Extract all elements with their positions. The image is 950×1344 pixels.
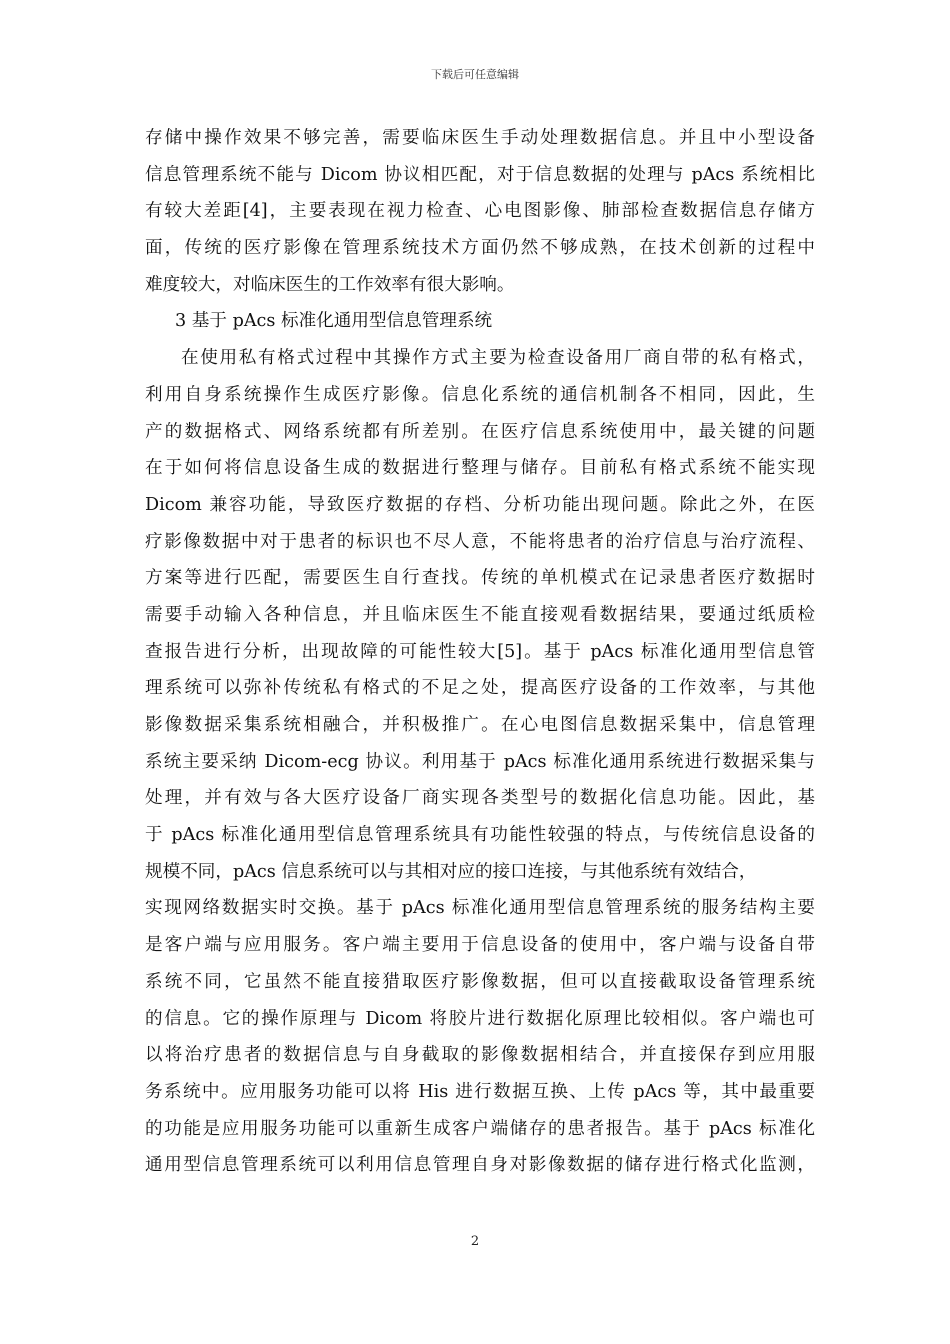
paragraph-line: 实现网络数据实时交换。基于 pAcs 标准化通用型信息管理系统的服务结构主要	[145, 898, 815, 919]
paragraph-line: 存储中操作效果不够完善，需要临床医生手动处理数据信息。并且中小型设备	[145, 128, 815, 148]
paragraph-line: 的信息。它的操作原理与 Dicom 将胶片进行数据化原理比较相似。客户端也可	[145, 1008, 815, 1029]
paragraph-line: 系统不同，它虽然不能直接猎取医疗影像数据，但可以直接截取设备管理系统	[145, 971, 815, 992]
page-number: 2	[470, 1234, 480, 1249]
page-header: 下载后可任意编辑	[431, 68, 519, 81]
paragraph-line: 理系统可以弥补传统私有格式的不足之处，提高医疗设备的工作效率，与其他	[145, 678, 815, 699]
paragraph-line: 查报告进行分析，出现故障的可能性较大[5]。基于 pAcs 标准化通用型信息管	[145, 641, 815, 662]
paragraph-line: 利用自身系统操作生成医疗影像。信息化系统的通信机制各不相同，因此，生	[145, 384, 815, 405]
section-heading: 3 基于 pAcs 标准化通用型信息管理系统	[175, 311, 493, 332]
paragraph-line: 有较大差距[4]，主要表现在视力检查、心电图影像、肺部检查数据信息存储方	[145, 201, 815, 222]
document-body	[145, 120, 815, 1184]
paragraph-line: 处理，并有效与各大医疗设备厂商实现各类型号的数据化信息功能。因此，基	[145, 788, 815, 809]
paragraph-line: Dicom 兼容功能，导致医疗数据的存档、分析功能出现问题。除此之外，在医	[145, 494, 815, 515]
paragraph-line: 系统主要采纳 Dicom-ecg 协议。利用基于 pAcs 标准化通用系统进行数据采集与	[145, 751, 815, 772]
paragraph-line: 疗影像数据中对于患者的标识也不尽人意，不能将患者的治疗信息与治疗流程、	[145, 531, 815, 552]
paragraph-line: 难度较大，对临床医生的工作效率有很大影响。	[145, 274, 515, 295]
paragraph-line: 影像数据采集系统相融合，并积极推广。在心电图信息数据采集中，信息管理	[145, 715, 815, 735]
paragraph-line: 以将治疗患者的数据信息与自身截取的影像数据相结合，并直接保存到应用服	[145, 1045, 815, 1066]
paragraph-line: 于 pAcs 标准化通用型信息管理系统具有功能性较强的特点，与传统信息设备的	[145, 825, 815, 846]
paragraph-line: 通用型信息管理系统可以利用信息管理自身对影像数据的储存进行格式化监测，	[145, 1155, 815, 1176]
paragraph-line: 方案等进行匹配，需要医生自行查找。传统的单机模式在记录患者医疗数据时	[145, 568, 815, 589]
paragraph-line: 信息管理系统不能与 Dicom 协议相匹配，对于信息数据的处理与 pAcs 系统相比	[145, 164, 815, 185]
paragraph-line: 需要手动输入各种信息，并且临床医生不能直接观看数据结果，要通过纸质检	[145, 604, 815, 625]
paragraph-line: 规模不同，pAcs 信息系统可以与其相对应的接口连接，与其他系统有效结合，	[145, 861, 757, 882]
paragraph-line: 是客户端与应用服务。客户端主要用于信息设备的使用中，客户端与设备自带	[145, 935, 815, 956]
paragraph-line: 在于如何将信息设备生成的数据进行整理与储存。目前私有格式系统不能实现	[145, 458, 815, 479]
paragraph-line: 在使用私有格式过程中其操作方式主要为检查设备用厂商自带的私有格式，	[181, 348, 815, 369]
paragraph-line: 产的数据格式、网络系统都有所差别。在医疗信息系统使用中，最关键的问题	[145, 421, 815, 442]
paragraph-line: 面，传统的医疗影像在管理系统技术方面仍然不够成熟，在技术创新的过程中	[145, 238, 815, 259]
paragraph-line: 的功能是应用服务功能可以重新生成客户端储存的患者报告。基于 pAcs 标准化	[145, 1118, 815, 1139]
paragraph-line: 务系统中。应用服务功能可以将 His 进行数据互换、上传 pAcs 等，其中最重要	[145, 1081, 815, 1102]
